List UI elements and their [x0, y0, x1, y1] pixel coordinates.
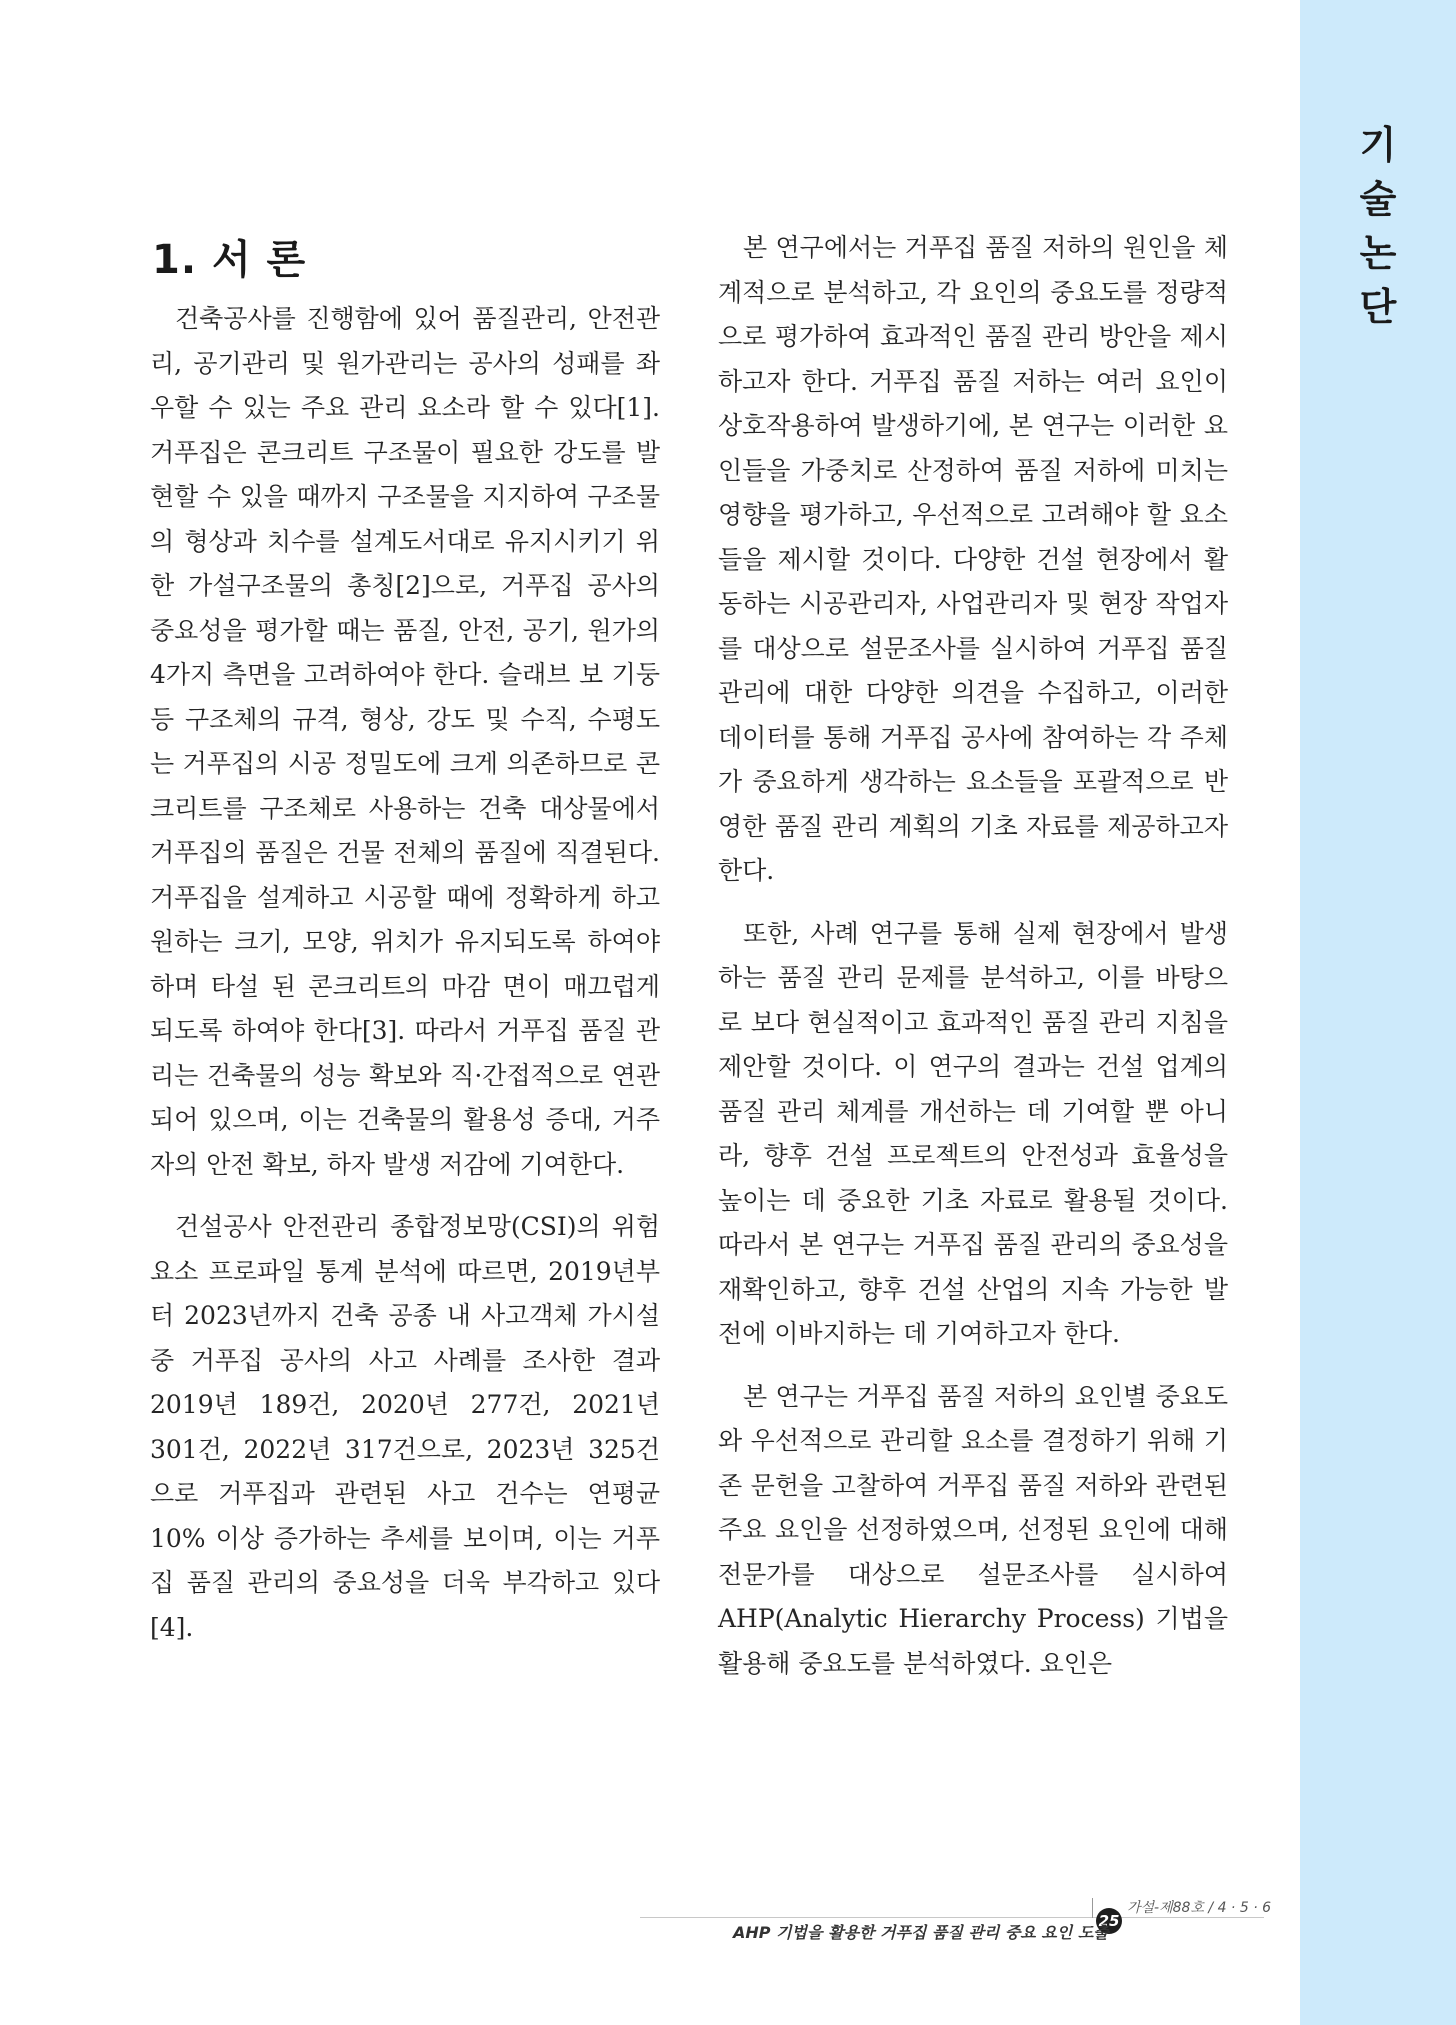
- paragraph: 또한, 사례 연구를 통해 실제 현장에서 발생하는 품질 관리 문제를 분석하고, 이를 바탕으로 보다 현실적이고 효과적인 품질 관리 지침을 제안할 것이다. 이 연구의 결과는 건설 업계의 품질 관리 체계를 개선하는 데 기여할 뿐 아니라, 향후 건설 프로젝트의 안전성과 효율성을 높이는 데 중요한 기초 자료로 활용될 것이다. 따라서 본 연구는 거푸집 품질 관리의 중요성을 재확인하고, 향후 건설 산업의 지속 가능한 발전에 이바지하는 데 기여하고자 한다.: [718, 918, 1228, 1348]
- section-tab-label: [1300, 118, 1456, 334]
- issue-label: 가설-제88호 / 4 · 5 · 6: [1127, 1900, 1272, 1916]
- paragraph: 본 연구에서는 거푸집 품질 저하의 원인을 체계적으로 분석하고, 각 요인의 중요도를 정량적으로 평가하여 효과적인 품질 관리 방안을 제시하고자 한다. 거푸집 품질 저하는 여러 요인이 상호작용하여 발생하기에, 본 연구는 이러한 요인들을 가중치로 산정하여 품질 저하에 미치는 영향을 평가하고, 우선적으로 고려해야 할 요소들을 제시할 것이다. 다양한 건설 현장에서 활동하는 시공관리자, 사업관리자 및 현장 작업자를 대상으로 설문조사를 실시하여 거푸집 품질 관리에 대한 다양한 의견을 수집하고, 이러한 데이터를 통해 거푸집 공사에 참여하는 각 주체가 중요하게 생각하는 요소들을 포괄적으로 반영한 품질 관리 계획의 기초 자료를 제공하고자 한다.: [718, 233, 1228, 885]
- page-number: 25: [1096, 1908, 1122, 1934]
- section-tab-char: 단: [1359, 285, 1397, 329]
- section-tab-char: 기: [1359, 123, 1397, 167]
- section-tab-char: 논: [1359, 231, 1397, 275]
- running-title: AHP 기법을 활용한 거푸집 품질 관리 중요 요인 도출: [733, 1923, 1109, 1942]
- section-tab-char: 술: [1359, 177, 1397, 221]
- section-heading: 1. 서 론: [152, 237, 307, 283]
- footer-divider: [640, 1917, 1264, 1918]
- paragraph: 본 연구는 거푸집 품질 저하의 요인별 중요도와 우선적으로 관리할 요소를 결정하기 위해 기존 문헌을 고찰하여 거푸집 품질 저하와 관련된 주요 요인을 선정하였으며, 선정된 요인에 대해 전문가를 대상으로 설문조사를 실시하여 AHP(Analytic Hierarchy Process) 기법을 활용해 중요도를 분석하였다. 요인은: [718, 1381, 1228, 1678]
- footer-tick: [1092, 1898, 1093, 1918]
- right-column: [718, 226, 1228, 1686]
- left-column: [150, 297, 660, 1650]
- paragraph: 건축공사를 진행함에 있어 품질관리, 안전관리, 공기관리 및 원가관리는 공사의 성패를 좌우할 수 있는 주요 관리 요소라 할 수 있다[1]. 거푸집은 콘크리트 구조물이 필요한 강도를 발현할 수 있을 때까지 구조물을 지지하여 구조물의 형상과 치수를 설계도서대로 유지시키기 위한 가설구조물의 총칭[2]으로, 거푸집 공사의 중요성을 평가할 때는 품질, 안전, 공기, 원가의 4가지 측면을 고려하여야 한다. 슬래브 보 기둥 등 구조체의 규격, 형상, 강도 및 수직, 수평도는 거푸집의 시공 정밀도에 크게 의존하므로 콘크리트를 구조체로 사용하는 건축 대상물에서 거푸집의 품질은 건물 전체의 품질에 직결된다. 거푸집을 설계하고 시공할 때에 정확하게 하고 원하는 크기, 모양, 위치가 유지되도록 하여야 하며 타설 된 콘크리트의 마감 면이 매끄럽게 되도록 하여야 한다[3]. 따라서 거푸집 품질 관리는 건축물의 성능 확보와 직·간접적으로 연관되어 있으며, 이는 건축물의 활용성 증대, 거주자의 안전 확보, 하자 발생 저감에 기여한다.: [150, 304, 660, 1179]
- paragraph: 건설공사 안전관리 종합정보망(CSI)의 위험요소 프로파일 통계 분석에 따르면, 2019년부터 2023년까지 건축 공종 내 사고객체 가시설 중 거푸집 공사의 사고 사례를 조사한 결과 2019년 189건, 2020년 277건, 2021년 301건, 2022년 317건으로, 2023년 325건으로 거푸집과 관련된 사고 건수는 연평균 10% 이상 증가하는 추세를 보이며, 이는 거푸집 품질 관리의 중요성을 더욱 부각하고 있다[4].: [150, 1212, 660, 1642]
